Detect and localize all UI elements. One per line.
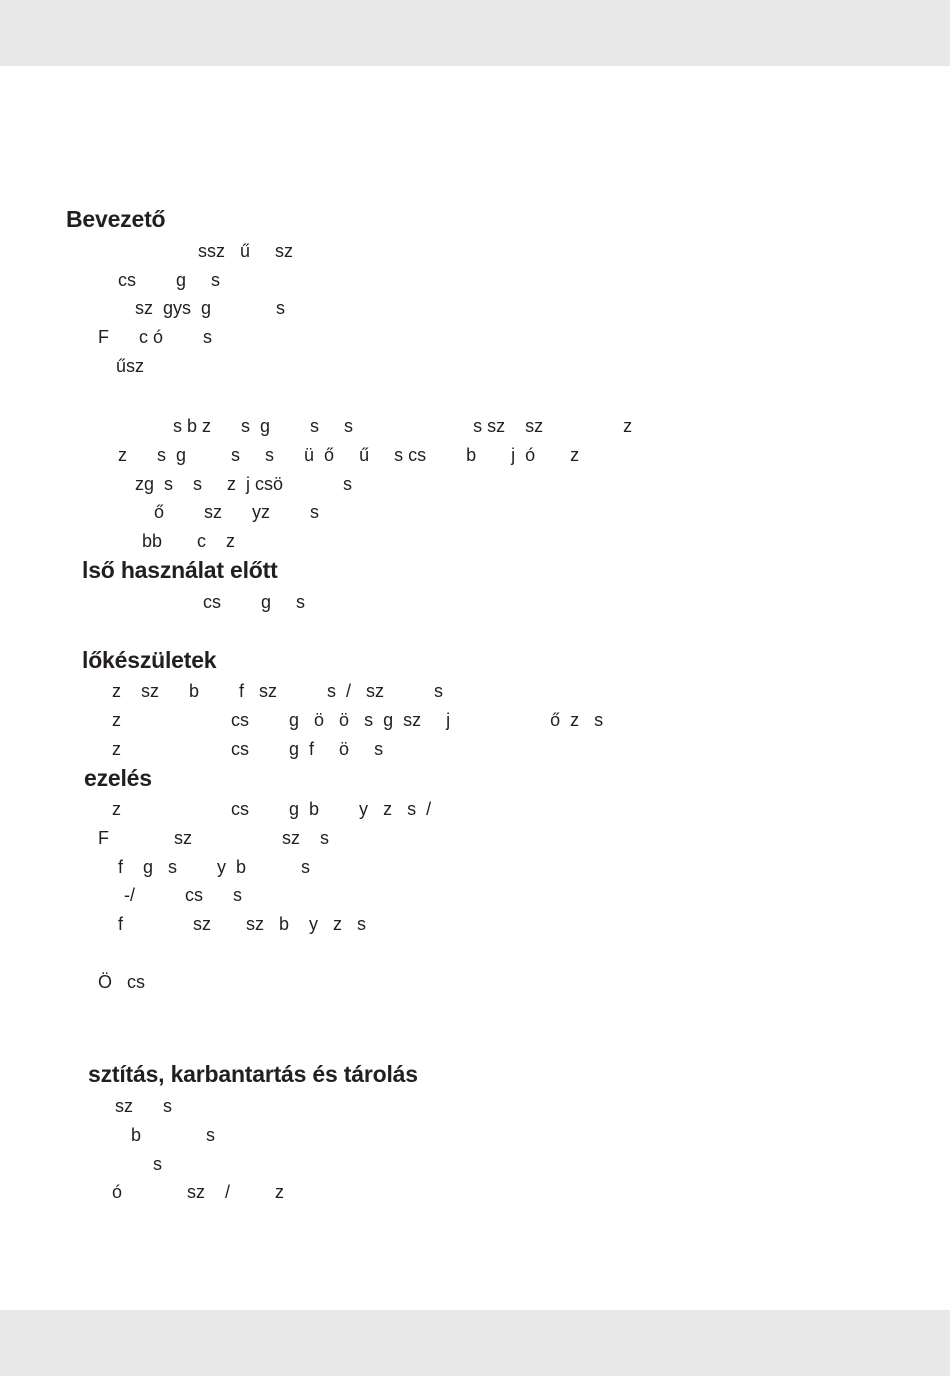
text-line: ő sz yz s bbox=[154, 502, 320, 522]
text-line: Ö cs bbox=[98, 972, 146, 992]
text-line: b s bbox=[131, 1125, 216, 1145]
text-line: zg s s z j csö s bbox=[135, 474, 353, 494]
text-line: űsz bbox=[116, 356, 145, 376]
text-line: bb c z bbox=[142, 531, 236, 551]
text-line: z sz b f sz s / sz s bbox=[112, 681, 444, 701]
text-line: z cs g f ö s bbox=[112, 739, 384, 759]
text-line: ssz ű sz bbox=[198, 241, 294, 261]
section-heading-operation: ezelés bbox=[84, 765, 152, 791]
section-heading-preparations: lőkészületek bbox=[82, 647, 217, 673]
text-line: f sz sz b y z s bbox=[118, 914, 367, 934]
text-line: s b z s g s s s sz sz z bbox=[173, 416, 633, 436]
top-margin-band bbox=[0, 0, 950, 66]
text-line: z cs g b y z s / bbox=[112, 799, 432, 819]
text-line: sz gys g s bbox=[135, 298, 286, 318]
text-line: cs g s bbox=[203, 592, 306, 612]
section-heading-before-first-use: lső használat előtt bbox=[82, 557, 278, 583]
text-line: cs g s bbox=[118, 270, 221, 290]
bottom-margin-band bbox=[0, 1310, 950, 1376]
text-line: f g s y b s bbox=[118, 857, 311, 877]
text-line: F sz sz s bbox=[98, 828, 330, 848]
text-line: s bbox=[153, 1154, 162, 1174]
text-line: z s g s s ü ő ű s cs b j ó z bbox=[118, 445, 580, 465]
text-line: ó sz / z bbox=[112, 1182, 285, 1202]
section-heading-cleaning-maintenance-storage: sztítás, karbantartás és tárolás bbox=[88, 1061, 418, 1087]
text-line: F c ó s bbox=[98, 327, 213, 347]
text-line: -/ cs s bbox=[124, 885, 243, 905]
text-line: sz s bbox=[115, 1096, 173, 1116]
section-heading-introduction: Bevezető bbox=[66, 206, 166, 232]
text-line: z cs g ö ö s g sz j ő z s bbox=[112, 710, 604, 730]
